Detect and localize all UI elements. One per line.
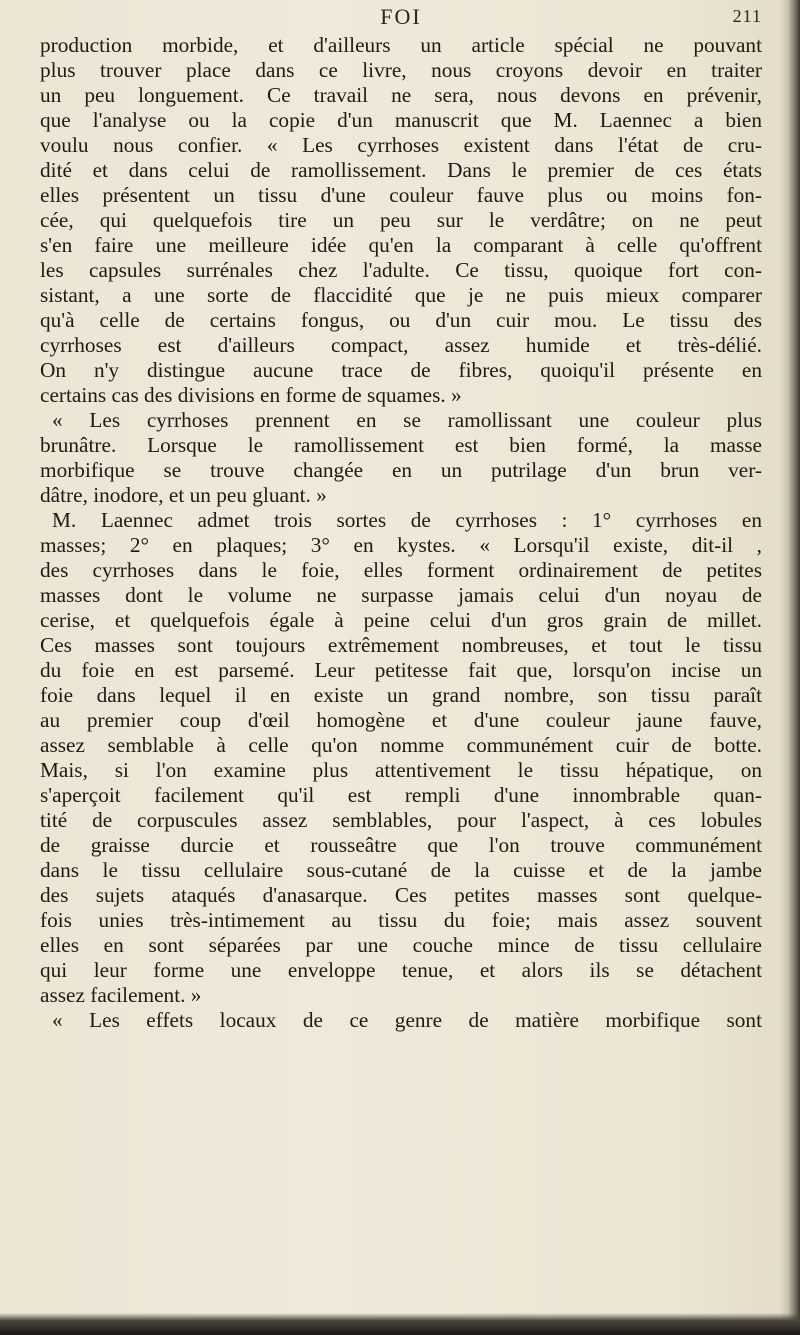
text-line: brunâtre. Lorsque le ramollissement est bien formé, la masse — [40, 433, 762, 457]
text-line: M. Laennec admet trois sortes de cyrrhoses : 1° cyrrhoses en — [52, 508, 762, 532]
text-line: « Les cyrrhoses prennent en se ramollissant une couleur plus — [52, 408, 762, 432]
text-line: fois unies très-intimement au tissu du foie; mais assez souvent — [40, 908, 762, 932]
text-line: masses; 2° en plaques; 3° en kystes. « Lorsqu'il existe, dit-il , — [40, 533, 762, 557]
text-line: qui leur forme une enveloppe tenue, et alors ils se détachent — [40, 958, 762, 982]
text-line: des cyrrhoses dans le foie, elles forment ordinairement de petites — [40, 558, 762, 582]
text-line: au premier coup d'œil homogène et d'une couleur jaune fauve, — [40, 708, 762, 732]
text-line: qu'à celle de certains fongus, ou d'un cuir mou. Le tissu des — [40, 308, 762, 332]
text-line: dans le tissu cellulaire sous-cutané de la cuisse et de la jambe — [40, 858, 762, 882]
text-line: assez semblable à celle qu'on nomme communément cuir de botte. — [40, 733, 762, 757]
running-title: FOI — [380, 4, 422, 29]
text-line: certains cas des divisions en forme de squames. » — [40, 383, 462, 407]
text-line: du foie en est parsemé. Leur petitesse fait que, lorsqu'on incise un — [40, 658, 762, 682]
body-text — [40, 33, 762, 1033]
text-line: cée, qui quelquefois tire un peu sur le verdâtre; on ne peut — [40, 208, 762, 232]
text-line: plus trouver place dans ce livre, nous croyons devoir en traiter — [40, 58, 762, 82]
text-line: voulu nous confier. « Les cyrrhoses existent dans l'état de cru- — [40, 133, 762, 157]
text-line: dâtre, inodore, et un peu gluant. » — [40, 483, 327, 507]
text-line: cerise, et quelquefois égale à peine celui d'un gros grain de millet. — [40, 608, 762, 632]
text-line: Ces masses sont toujours extrêmement nombreuses, et tout le tissu — [40, 633, 762, 657]
text-line: assez facilement. » — [40, 983, 202, 1007]
text-line: un peu longuement. Ce travail ne sera, nous devons en prévenir, — [40, 83, 762, 107]
text-line: On n'y distingue aucune trace de fibres, quoiqu'il présente en — [40, 358, 762, 382]
page-edge-shadow — [780, 0, 800, 1335]
text-line: masses dont le volume ne surpasse jamais celui d'un noyau de — [40, 583, 762, 607]
page-bottom-shadow — [0, 1313, 800, 1335]
text-line: dité et dans celui de ramollissement. Dans le premier de ces états — [40, 158, 762, 182]
text-line: s'en faire une meilleure idée qu'en la comparant à celle qu'offrent — [40, 233, 762, 257]
text-line: que l'analyse ou la copie d'un manuscrit que M. Laennec a bien — [40, 108, 762, 132]
text-line: elles présentent un tissu d'une couleur fauve plus ou moins fon- — [40, 183, 762, 207]
text-line: production morbide, et d'ailleurs un article spécial ne pouvant — [40, 33, 762, 57]
text-line: les capsules surrénales chez l'adulte. Ce tissu, quoique fort con- — [40, 258, 762, 282]
text-line: sistant, a une sorte de flaccidité que je ne puis mieux comparer — [40, 283, 762, 307]
text-line: foie dans lequel il en existe un grand nombre, son tissu paraît — [40, 683, 762, 707]
text-line: « Les effets locaux de ce genre de matière morbifique sont — [52, 1008, 762, 1032]
text-line: tité de corpuscules assez semblables, pour l'aspect, à ces lobules — [40, 808, 762, 832]
text-line: morbifique se trouve changée en un putrilage d'un brun ver- — [40, 458, 762, 482]
text-line: elles en sont séparées par une couche mince de tissu cellulaire — [40, 933, 762, 957]
text-line: cyrrhoses est d'ailleurs compact, assez humide et très-délié. — [40, 333, 762, 357]
text-line: Mais, si l'on examine plus attentivement le tissu hépatique, on — [40, 758, 762, 782]
text-line: s'aperçoit facilement qu'il est rempli d'une innombrable quan- — [40, 783, 762, 807]
page-number: 211 — [732, 6, 762, 26]
text-line: de graisse durcie et rousseâtre que l'on trouve communément — [40, 833, 762, 857]
text-line: des sujets ataqués d'anasarque. Ces petites masses sont quelque- — [40, 883, 762, 907]
page-header — [40, 4, 762, 32]
